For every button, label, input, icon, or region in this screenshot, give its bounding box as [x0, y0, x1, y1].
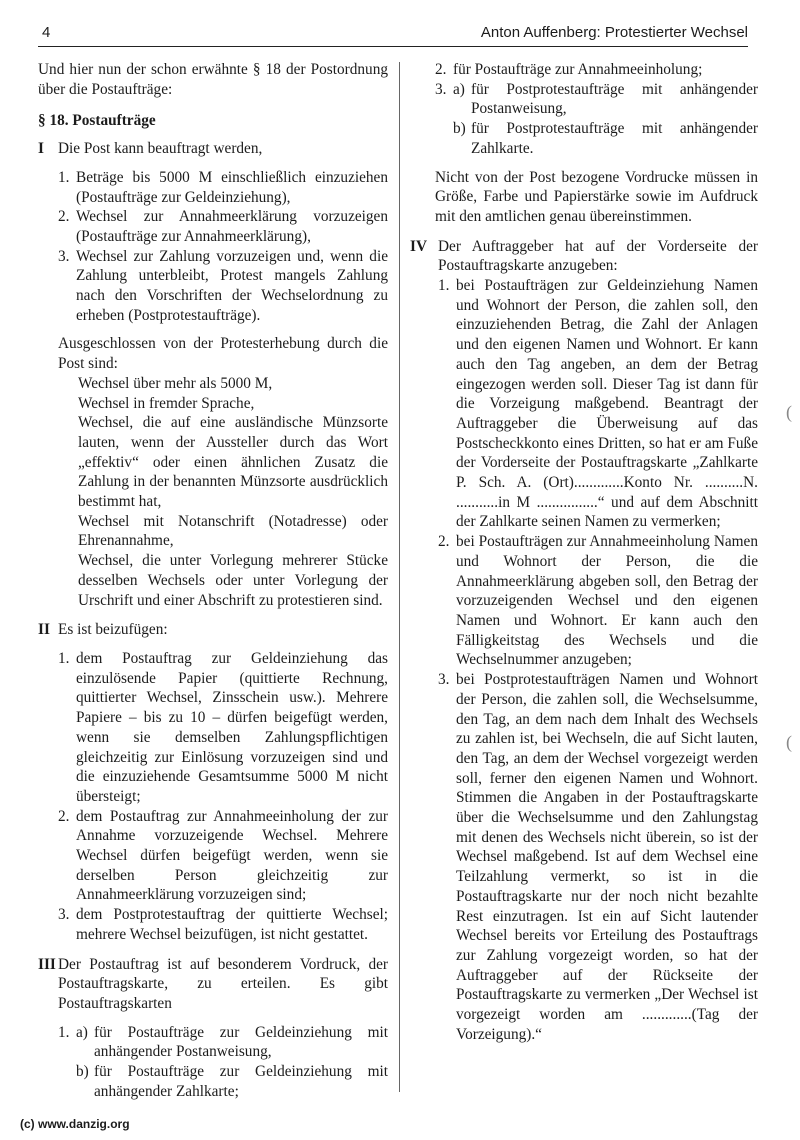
- list-item: 1. a) für Postaufträge zur Geldeinziehung mit anhängender Postanweisung, b) für Postaufträge zur Geldeinziehung mit anhängender Zahlkarte;: [58, 1023, 388, 1100]
- list-item: 2. für Postaufträge zur Annahmeeinholung;: [435, 61, 703, 78]
- section-iii: [38, 955, 388, 1102]
- list-item: 3. bei Postprotestaufträgen Namen und Wohnort der Person, die zahlen soll, die Wechselsumme, den Tag, an dem nach dem Inhalt des Wechsels zu zahlen ist, bei Wechseln, die auf Sicht lauten, den Tag, an dem der Wechsel vorgezeigt werden soll, ferner den eigenen Namen und Wohnort. Stimmen die Angaben in der Postauftragskarte über die Wechselsumme und den Zahlungstag mit denen des Wechsels nicht überein, so ist der Wechsel maßgebend. Ist auf dem Wechsel eine Teilzahlung vermerkt, so ist in die Postauftragskarte nur der noch nicht bezahlte Rest einzutragen. Ist ein auf Sicht lautender Wechsel bereits vor Erteilung des Postauftrags zur Zahlung vorgezeigt worden, so hat der Auftraggeber auf der Rückseite der Postauftragskarte zu vermerken „Der Wechsel ist vorgezeigt worden am .............(Tag der Vorzeigung).“: [438, 671, 758, 1043]
- left-column: [38, 60, 388, 1101]
- sub-item: a) für Postprotestaufträge mit anhängender Postanweisung,: [453, 80, 758, 118]
- list-item: 3. a) für Postprotestaufträge mit anhängender Postanweisung, b) für Postprotestaufträge mit anhängender Zahlkarte.: [435, 80, 758, 157]
- section-number: IV: [410, 237, 427, 255]
- section-title: § 18. Postaufträge: [38, 112, 156, 130]
- section-iv: [410, 237, 758, 1045]
- section-number: I: [38, 140, 44, 158]
- list-item: 1. dem Postauftrag zur Geldeinziehung das einzulösende Papier (quittierte Rechnung, quittierter Wechsel, Zinsschein usw.). Mehrere Papiere – bis zu 10 – dürfen beigefügt werden, wenn sie demselben Zahlungspflichtigen gleichzeitig zur Einlösung vorzuzeigen sind und die einzuziehende Gesamtsumme 5000 M nicht übersteigt;: [58, 649, 388, 805]
- sub-item: b) für Postaufträge zur Geldeinziehung mit anhängender Zahlkarte;: [76, 1063, 388, 1100]
- page-header: [38, 22, 748, 47]
- list-item: 2. bei Postaufträgen zur Annahmeeinholung Namen und Wohnort der Person, die die Annahmeerklärung abgeben soll, den Betrag der vorzuzeigenden Wechsel und den eigenen Namen und Wohnort. Er kann auch den Fälligkeitstag des Wechsels und die Wechselnummer anzugeben;: [438, 533, 758, 669]
- scan-mark: (: [786, 732, 792, 752]
- list-item: 2. dem Postauftrag zur Annahmeeinholung der zur Annahme vorzuzeigende Wechsel. Mehrere Wechsel dürfen beigefügt werden, wenn sie derselben Person gleichzeitig zur Annahmeerklärung vorzuzeigen sind;: [58, 807, 388, 904]
- list-item: Wechsel, die unter Vorlegung mehrerer Stücke desselben Wechsels oder unter Vorlegung der Urschrift und einer Abschrift zu protestieren sind.: [78, 552, 388, 609]
- right-column: [410, 60, 758, 1044]
- list-item: 3. dem Postprotestauftrag der quittierte Wechsel; mehrere Wechsel beizufügen, ist nicht gestattet.: [58, 906, 388, 943]
- sub-item: a) für Postaufträge zur Geldeinziehung mit anhängender Postanweisung,: [76, 1023, 388, 1061]
- list-item: Wechsel mit Notanschrift (Notadresse) oder Ehrenannahme,: [78, 512, 388, 550]
- vordruck-note: Nicht von der Post bezogene Vordrucke müssen in Größe, Farbe und Papierstärke sowie im Aufdruck mit den amtlichen genau übereinstimmen.: [435, 168, 758, 225]
- exclusion-list: [58, 374, 388, 610]
- list-item: 1. bei Postaufträgen zur Geldeinziehung Namen und Wohnort der Person, die zahlen soll, den einzuziehenden Betrag, die Zahl der Anlagen und den eigenen Namen und Wohnort. Er kann auch den Tag angeben, an dem der Betrag eingezogen werden soll. Dieser Tag ist dann für die Vorzeigung maßgebend. Beantragt der Auftraggeber die Überweisung auf das Postscheckkonto eines Dritten, so hat er am Fuße der Vorderseite der Postauftragskarte „Zahlkarte P. Sch. A. (Ort).............Konto Nr. ..........N. ...........in M ................“ und auf dem Abschnitt der Zahlkarte seinen Namen zu vermerken;: [438, 277, 758, 531]
- section-iii-continued: [410, 60, 758, 227]
- section-lead: Es ist beizufügen:: [58, 621, 168, 639]
- section-number: II: [38, 621, 50, 639]
- list-item: Wechsel in fremder Sprache,: [78, 394, 255, 412]
- page-number: 4: [42, 24, 51, 41]
- exclusion-lead: Ausgeschlossen von der Protesterhebung durch die Post sind:: [58, 335, 388, 373]
- sub-item: b) für Postprotestaufträge mit anhängender Zahlkarte.: [453, 120, 758, 157]
- list-item: 2. Wechsel zur Annahmeerklärung vorzuzeigen (Postaufträge zur Annahmeerklärung),: [58, 208, 388, 245]
- column-divider: [399, 62, 400, 1092]
- list-item: Wechsel über mehr als 5000 M,: [78, 374, 273, 392]
- running-head: Anton Auffenberg: Protestierter Wechsel: [480, 24, 748, 41]
- section-lead: Der Postauftrag ist auf besonderem Vordruck, der Postauftragskarte, zu erteilen. Es gibt Postauftragskarten: [58, 955, 388, 1012]
- footer-credit: (c) www.danzig.org: [20, 1117, 130, 1131]
- section-ii: [38, 620, 388, 944]
- section-number: III: [38, 955, 56, 973]
- list-item: 1. Beträge bis 5000 M einschließlich einzuziehen (Postaufträge zur Geldeinziehung),: [58, 168, 388, 206]
- list-item: Wechsel, die auf eine ausländische Münzsorte lauten, wenn der Aussteller durch das Wort „effektiv“ oder einen ähnlichen Zusatz die Zahlung in der benannten Münzsorte ausdrücklich bestimmt hat,: [78, 414, 388, 511]
- scan-mark: (: [786, 402, 792, 422]
- section-lead: Die Post kann beauftragt werden,: [58, 140, 263, 158]
- intro-paragraph: Und hier nun der schon erwähnte § 18 der Postordnung über die Postaufträge:: [38, 61, 388, 98]
- section-i: [38, 139, 388, 610]
- section-lead: Der Auftraggeber hat auf der Vorderseite der Postauftragskarte anzugeben:: [438, 237, 758, 275]
- list-item: 3. Wechsel zur Zahlung vorzuzeigen und, wenn die Zahlung unterbleibt, Protest mangels Zahlung nach den Vorschriften der Wechselordnung zu erheben (Postprotestaufträge).: [58, 247, 388, 324]
